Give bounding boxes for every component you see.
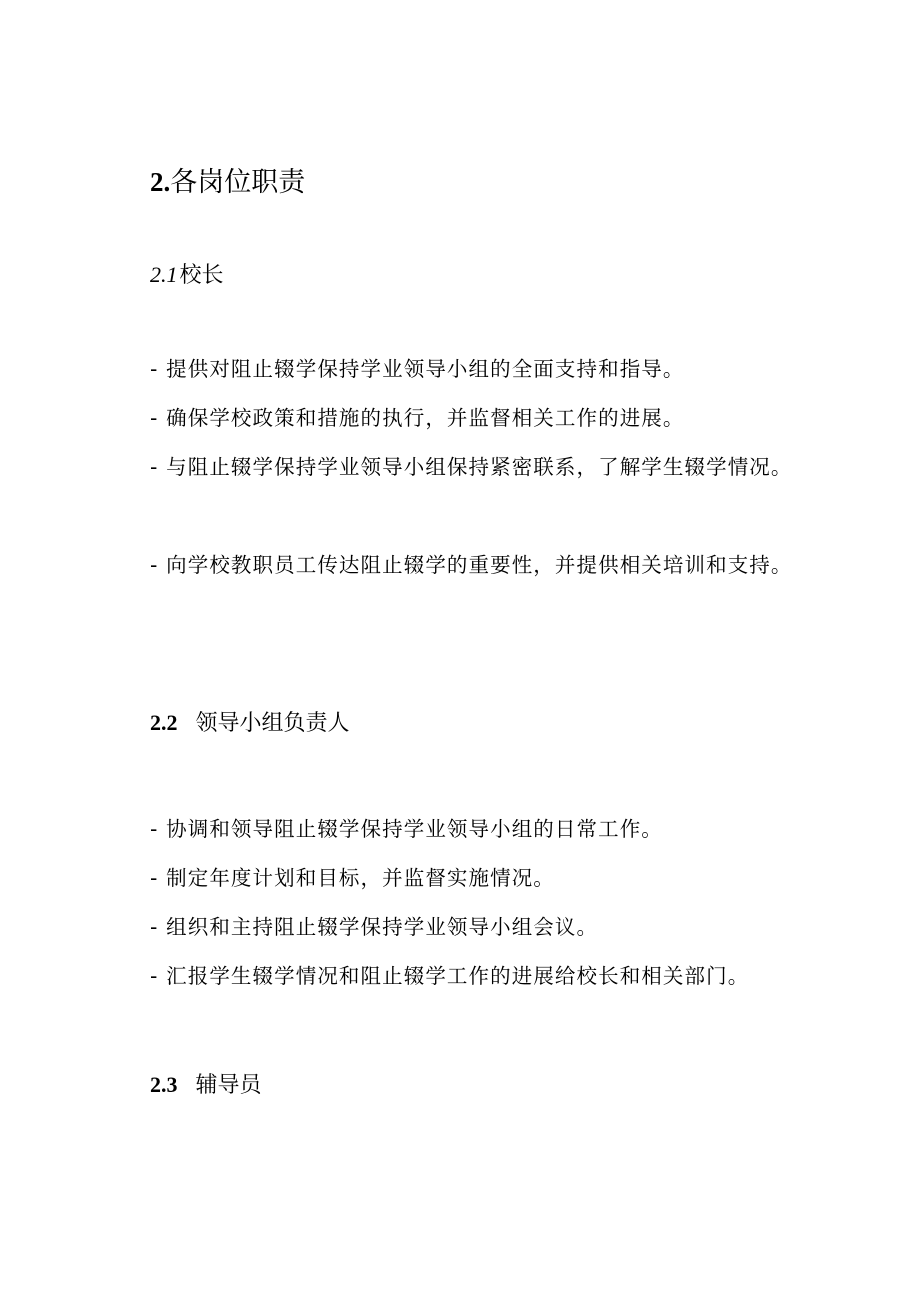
duty-item: - 向学校教职员工传达阻止辍学的重要性，并提供相关培训和支持。	[150, 553, 793, 577]
subsection-number: 2.3	[150, 1072, 178, 1097]
section-number: 2.	[150, 167, 171, 197]
subsection-heading-principal	[150, 258, 224, 293]
subsection-title: 校长	[179, 263, 224, 288]
subsection-title: 领导小组负责人	[195, 711, 350, 736]
subsection-number: 2.2	[150, 710, 178, 735]
duty-item: - 组织和主持阻止辍学保持学业领导小组会议。	[150, 915, 599, 939]
subsection-heading-counselor	[150, 1068, 262, 1103]
subsection-heading-group-leader	[150, 706, 350, 741]
subsection-title: 辅导员	[195, 1073, 262, 1098]
duty-item: - 提供对阻止辍学保持学业领导小组的全面支持和指导。	[150, 357, 685, 381]
duty-item: - 制定年度计划和目标，并监督实施情况。	[150, 866, 555, 890]
section-heading	[150, 160, 305, 205]
section-title: 各岗位职责	[170, 167, 306, 198]
duty-item: - 汇报学生辍学情况和阻止辍学工作的进展给校长和相关部门。	[150, 964, 750, 988]
duty-item: - 协调和领导阻止辍学保持学业领导小组的日常工作。	[150, 817, 663, 841]
duty-item: - 与阻止辍学保持学业领导小组保持紧密联系，了解学生辍学情况。	[150, 455, 793, 479]
duty-item: - 确保学校政策和措施的执行，并监督相关工作的进展。	[150, 406, 685, 430]
subsection-number: 2.1	[150, 262, 178, 287]
